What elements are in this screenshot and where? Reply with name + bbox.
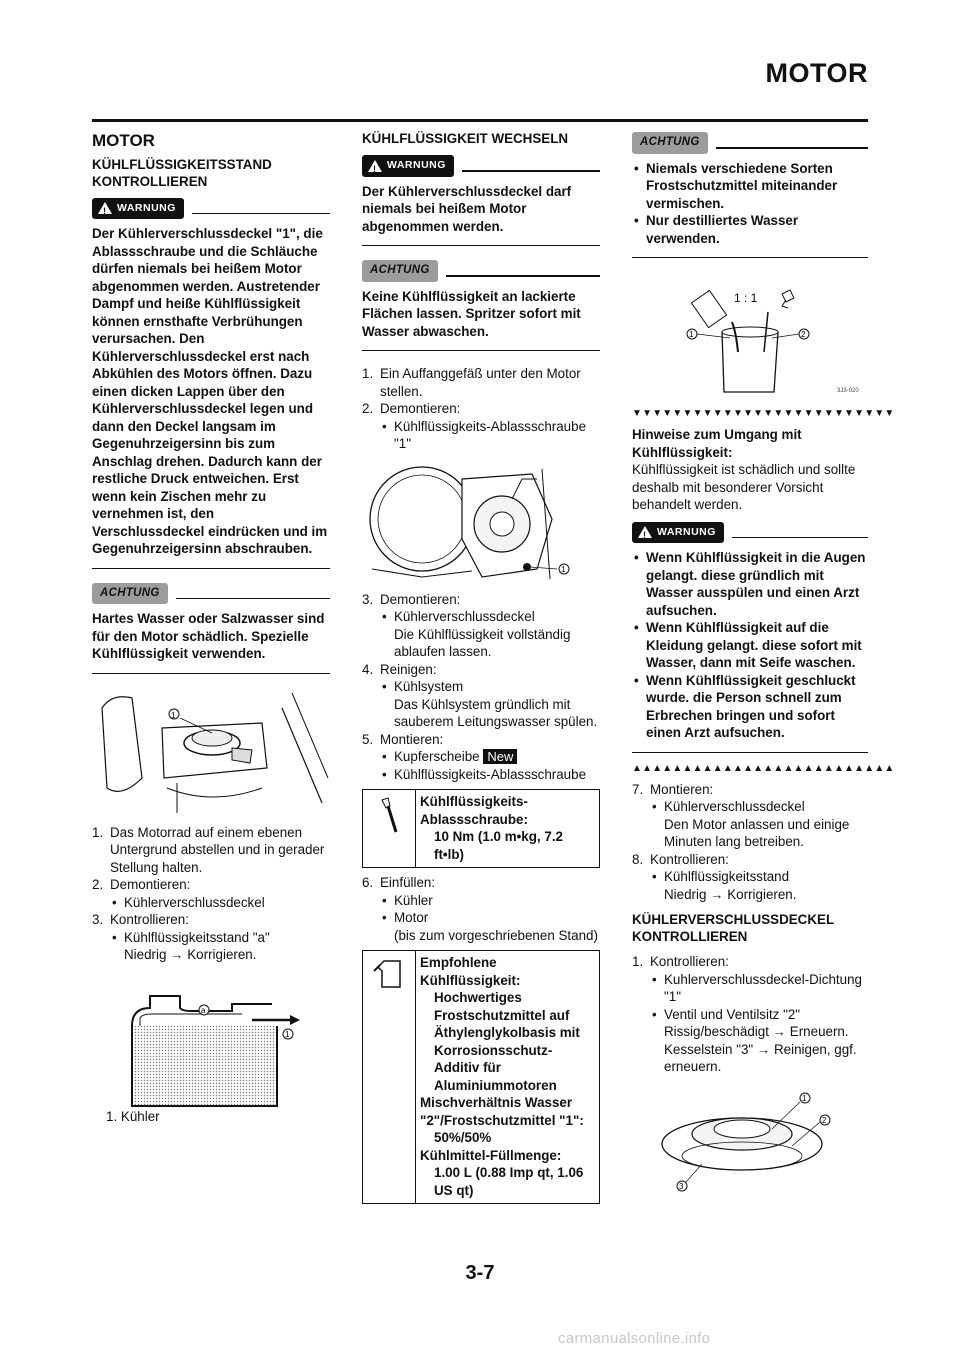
step-4-item: • Kühlsystem (380, 678, 600, 696)
col2-steps-b (362, 591, 600, 784)
step-6: 6. Einfüllen: • Kühler • Motor (bis zum vorgeschriebenen Stand) (362, 874, 600, 944)
step-8-item: • Kühlflüssigkeitsstand (650, 868, 868, 886)
header-rule (92, 119, 868, 122)
col1-steps (92, 824, 330, 964)
fig2-callout-a: a (201, 1005, 206, 1015)
cap-step-1: 1. Kontrollieren: • Kuhlerverschlussdeckel-Dichtung "1" • Ventil und Ventilsitz "2" Rissig/beschädigt → Erneuern. Kesselstein "3" → Reinigen, ggf. erneuern. (632, 953, 868, 1076)
spec-ratio-value: 50%/50% (434, 1130, 492, 1145)
subsection-title: KÜHLFLÜSSIGKEITSSTAND KONTROLLIEREN (92, 156, 272, 189)
subsection-title-coolant-change: KÜHLFLÜSSIGKEIT WECHSELN (362, 131, 569, 146)
caution-badge: ACHTUNG (362, 260, 438, 282)
step-7-item: • Kühlerverschlussdeckel (650, 798, 868, 816)
warning-item-1: • Wenn Kühlflüssigkeit in die Augen gelangt. diese gründlich mit Wasser ausspülen und einen Arzt aufsuchen. (632, 549, 868, 619)
fig-cap-callout-1: 1 (802, 1093, 807, 1103)
step-3-note: Die Kühlflüssigkeit vollständig ablaufen lassen. (394, 626, 571, 659)
radiator-level-illustration (92, 986, 330, 1106)
spec-coolant-value: Hochwertiges Frostschutzmittel auf Äthylenglykolbasis mit Korrosionsschutz-Additiv für Aluminiummotoren (434, 990, 580, 1093)
figure-radiator-level (92, 986, 330, 1106)
triangle-row-up: ▲▲▲▲▲▲▲▲▲▲▲▲▲▲▲▲▲▲▲▲▲▲▲▲▲▲ (632, 762, 895, 774)
warning-icon (368, 160, 382, 172)
step-3-item: • Kühlflüssigkeitsstand "a" (110, 929, 330, 947)
hint-title: Hinweise zum Umgang mit Kühlflüssigkeit: (632, 427, 802, 460)
step-5: 5. Montieren: • Kupferscheibe New • Kühlflüssigkeits-Ablassschraube (362, 731, 600, 784)
caution-item-2: • Nur destilliertes Wasser verwenden. (632, 212, 868, 247)
warning-box (92, 198, 330, 569)
cap-item-1: • Kuhlerverschlussdeckel-Dichtung "1" (650, 971, 868, 1006)
warning-icon (638, 526, 652, 538)
hint-text: Kühlflüssigkeit ist schädlich und sollte deshalb mit besonderer Vorsicht behandelt werden. (632, 462, 856, 512)
step-3-item: • Kühlerverschlussdeckel (380, 608, 600, 626)
step-2-item: • Kühlflüssigkeits-Ablassschraube "1" (380, 418, 600, 453)
step-2: 2. Demontieren: • Kühlerverschlussdeckel (92, 876, 330, 911)
col3-steps (632, 781, 868, 904)
warning-badge: ! WARNUNG (632, 522, 724, 544)
warning-icon (98, 202, 112, 214)
fig-mix-callout-2: 2 (801, 330, 806, 339)
step-1: 1. Das Motorrad auf einem ebenen Untergrund abstellen und in gerader Stellung halten. (92, 824, 325, 875)
spec-amount-label: Kühlmittel-Füllmenge: (420, 1147, 562, 1163)
step-5-item-2: • Kühlflüssigkeits-Ablassschraube (380, 766, 600, 784)
coolant-can-icon (372, 957, 406, 991)
figure-drain-bolt (362, 459, 600, 585)
figure-radiator-cap (92, 688, 330, 818)
warning-item-2: • Wenn Kühlflüssigkeit auf die Kleidung gelangt. diese sofort mit Wasser, dann mit Seife waschen. (632, 619, 868, 672)
warning-box (362, 155, 600, 246)
column-2 (362, 128, 600, 1210)
step-4-note: Das Kühlsystem gründlich mit sauberem Leitungswasser spülen. (394, 696, 598, 729)
step-3-result: Niedrig → Korrigieren. (124, 947, 257, 962)
spec-torque-title: Kühlflüssigkeits-Ablassschraube: (420, 794, 528, 827)
step-2: 2. Demontieren: • Kühlflüssigkeits-Ablassschraube "1" (362, 400, 600, 453)
cap-illustration (632, 1084, 868, 1194)
fig-drain-callout: 1 (561, 564, 566, 574)
fig-cap-callout-3: 3 (679, 1181, 684, 1191)
caution-box (362, 260, 600, 351)
figure-mix-ratio (632, 272, 868, 402)
warning-item-3: • Wenn Kühlflüssigkeit geschluckt wurde. die Person schnell zum Erbrechen bringen und sofort einen Arzt aufsuchen. (632, 672, 868, 742)
section-title: MOTOR (92, 131, 155, 150)
spec-box-torque (362, 789, 600, 868)
col2-steps-a (362, 365, 600, 453)
cap-item-2: • Ventil und Ventilsitz "2" Rissig/beschädigt → Erneuern. Kesselstein "3" → Reinigen, ggf. erneuern. (650, 1006, 868, 1076)
spec-amount-value: 1.00 L (0.88 Imp qt, 1.06 US qt) (434, 1165, 584, 1198)
warning-text: Der Kühlerverschlussdeckel darf niemals bei heißem Motor abgenommen werden. (362, 183, 572, 234)
caution-badge: ACHTUNG (92, 583, 168, 605)
figure-legend: 1. Kühler (106, 1108, 160, 1124)
step-6-note: (bis zum vorgeschriebenen Stand) (394, 927, 598, 943)
caution-text: Keine Kühlflüssigkeit an lackierte Flächen lassen. Spritzer sofort mit Wasser abwaschen. (362, 288, 581, 339)
caution-text: Hartes Wasser oder Salzwasser sind für den Motor schädlich. Spezielle Kühlflüssigkeit verwenden. (92, 611, 325, 661)
step-4: 4. Reinigen: • Kühlsystem Das Kühlsystem gründlich mit sauberem Leitungswasser spülen. (362, 661, 600, 731)
subsection-title-cap-check: KÜHLERVERSCHLUSSDECKEL KONTROLLIEREN (632, 912, 834, 944)
step-6-item-2: • Motor (380, 909, 600, 927)
mix-ratio-illustration (632, 272, 868, 402)
fig-cap-callout-2: 2 (822, 1115, 827, 1125)
col2-steps-c (362, 874, 600, 944)
col3-cap-steps (632, 953, 868, 1076)
radiator-cap-illustration (92, 688, 330, 818)
new-badge: New (483, 749, 517, 764)
fig2-callout-1: 1 (285, 1029, 290, 1039)
watermark: carmanualsonline.info (558, 1330, 711, 1347)
step-7-note: Den Motor anlassen und einige Minuten lang betreiben. (664, 816, 850, 849)
spec-coolant-title: Empfohlene Kühlflüssigkeit: (420, 955, 521, 988)
fig-code: 3J3-020 (837, 388, 859, 394)
spec-ratio-label: Mischverhältnis Wasser "2"/Frostschutzmittel "1": (420, 1095, 584, 1128)
fig1-callout: 1 (171, 710, 176, 720)
step-5-item-1: • Kupferscheibe New (380, 748, 600, 766)
step-3: 3. Demontieren: • Kühlerverschlussdeckel Die Kühlflüssigkeit vollständig ablaufen lassen. (362, 591, 600, 661)
spec-box-coolant (362, 950, 600, 1204)
engine-drain-illustration (362, 459, 600, 585)
caution-badge: ACHTUNG (632, 132, 708, 154)
page-number: 3-7 (465, 1262, 495, 1284)
step-1: 1. Ein Auffanggefäß unter den Motor stellen. (362, 366, 581, 399)
spec-torque-value: 10 Nm (1.0 m•kg, 7.2 ft•lb) (434, 829, 563, 862)
warning-text: Der Kühlerverschlussdeckel "1", die Ablassschraube und die Schläuche dürfen niemals bei heißem Motor abgenommen werden. Austretender Dampf und heiße Kühlflüssigkeit können ernsthafte Verbrühungen verursachen. Den Kühlerverschlussdeckel erst nach Abkühlen des Motors öffnen. Dazu einen dicken Lappen über den Kühlerverschlussdeckel legen und dann den Deckel langsam im Gegenuhrzeigersinn bis zum Anschlag drehen. Dadurch kann der restliche Druck entweichen. Erst wenn kein Zischen mehr zu vernehmen ist, den Verschlussdeckel eindrücken und im Gegenuhrzeigersinn abschrauben. (92, 226, 328, 556)
step-3: 3. Kontrollieren: • Kühlflüssigkeitsstand "a" Niedrig → Korrigieren. (92, 911, 330, 964)
warning-badge: ! WARNUNG (362, 155, 454, 177)
warning-box (632, 522, 868, 753)
column-3 (632, 130, 895, 1200)
fig-mix-callout-1: 1 (689, 330, 694, 339)
caution-item-1: • Niemals verschiedene Sorten Frostschutzmittel miteinander vermischen. (632, 160, 868, 213)
step-7: 7. Montieren: • Kühlerverschlussdeckel Den Motor anlassen und einige Minuten lang betreiben. (632, 781, 868, 851)
warning-badge: ! WARNUNG (92, 198, 184, 220)
step-6-item-1: • Kühler (380, 892, 600, 910)
step-8: 8. Kontrollieren: • Kühlflüssigkeitsstand Niedrig → Korrigieren. (632, 851, 868, 904)
figure-cap (632, 1084, 868, 1194)
column-1 (92, 128, 330, 1125)
step-2-item: • Kühlerverschlussdeckel (110, 894, 330, 912)
torque-wrench-icon (376, 796, 402, 836)
page-header-title: MOTOR (765, 58, 868, 88)
step-8-note: Niedrig → Korrigieren. (664, 886, 797, 902)
mix-ratio-label: 1 : 1 (734, 291, 758, 305)
triangle-row-down: ▼▼▼▼▼▼▼▼▼▼▼▼▼▼▼▼▼▼▼▼▼▼▼▼▼▼ (632, 408, 895, 419)
caution-box (92, 583, 330, 674)
caution-box (632, 132, 868, 258)
